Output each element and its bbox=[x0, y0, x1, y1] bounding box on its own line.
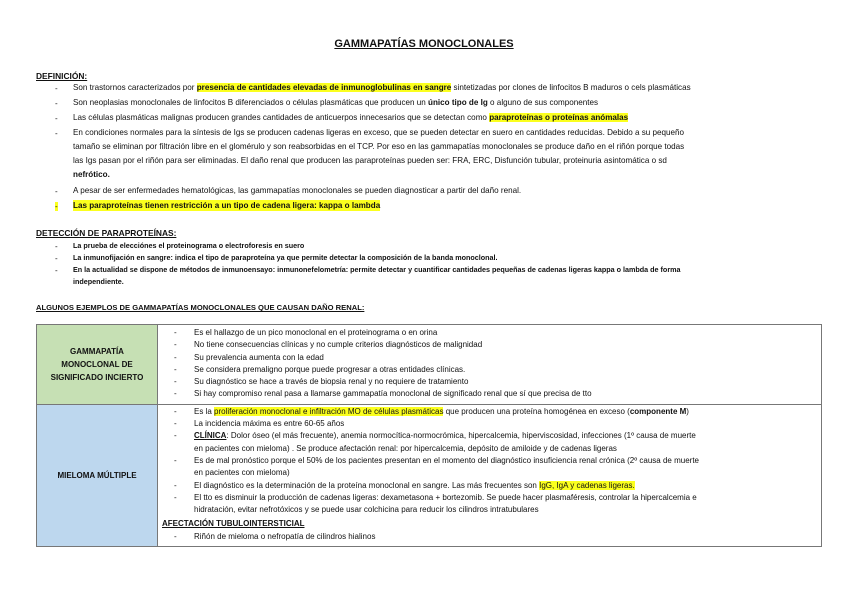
list-item: - Su diagnóstico se hace a través de biopsia renal y no requiere de tratamiento bbox=[174, 377, 469, 387]
list-item: La prueba de elecciónes el proteinograma o electroforesis en suero bbox=[73, 241, 305, 250]
list-item: - La incidencia máxima es entre 60-65 años bbox=[174, 419, 345, 429]
list-item: - Se considera premaligno porque puede progresar a otras entidades clínicas. bbox=[174, 364, 466, 374]
list-item: - Es el hallazgo de un pico monoclonal en el proteinograma o en orina bbox=[174, 328, 438, 337]
list-item: - CLÍNICA: Dolor óseo (el más frecuente), anemia normocítica-normocrómica, hipercalcemia, hiperviscosidad, infecciones (1º causa de muerte bbox=[174, 431, 696, 441]
list-item-continued: hidratación, evitar nefrotóxicos y se puede usar colchicina para reducir los cilindros intratubulares bbox=[194, 505, 539, 515]
list-item: - El tto es disminuir la producción de cadenas ligeras: dexametasona + bortezomib. Se puede hacer plasmaféresis, controlar la hipercalcemia e bbox=[174, 492, 697, 502]
deteccion-heading: DETECCIÓN DE PARAPROTEÍNAS: bbox=[36, 228, 177, 238]
page-title: GAMMAPATÍAS MONOCLONALES bbox=[334, 38, 514, 50]
gammapatias-table bbox=[36, 324, 822, 547]
list-item: - Su prevalencia aumenta con la edad bbox=[174, 352, 324, 362]
mieloma-content-cell bbox=[158, 404, 822, 546]
list-item: - Es la proliferación monoclonal e infiltración MO de células plasmáticas que producen una proteína homogénea en exceso (componente M) bbox=[174, 406, 689, 416]
list-item: - Riñón de mieloma o nefropatía de cilindros hialinos bbox=[174, 531, 376, 541]
list-item: En la actualidad se dispone de métodos de inmunoensayo: inmunonefelometría: permite detectar y cuantificar cantidades pequeñas de cadenas ligeras kappa o lambda de forma bbox=[73, 265, 681, 274]
list-item: - El diagnóstico es la determinación de la proteína monoclonal en sangre. Las más frecuentes son IgG, IgA y cadenas ligeras. bbox=[174, 480, 635, 490]
list-item-continued: independiente. bbox=[73, 277, 124, 286]
list-item-continued: en pacientes con mieloma) . Se produce afectación renal: por hipercalcemia, depósito de amiloide y de cadenas ligeras bbox=[194, 443, 617, 453]
ejemplos-heading: ALGUNOS EJEMPLOS DE GAMMAPATÍAS MONOCLONALES QUE CAUSAN DAÑO RENAL: bbox=[36, 303, 365, 312]
list-item: - Es de mal pronóstico porque el 50% de los pacientes presentan en el momento del diagnóstico insuficiencia renal crónica (2º causa de muerte bbox=[174, 455, 699, 465]
mieloma-label-cell: MIELOMA MÚLTIPLE bbox=[37, 404, 158, 546]
definicion-heading: DEFINICIÓN: bbox=[36, 71, 88, 81]
mgus-label-cell: GAMMAPATÍA MONOCLONAL DE SIGNIFICADO INCIERTO bbox=[37, 325, 158, 405]
list-item: - Si hay compromiso renal pasa a llamarse gammapatía monoclonal de significado renal que sí que precisa de tto bbox=[174, 389, 592, 399]
table-row bbox=[37, 404, 822, 546]
list-item: La inmunofijación en sangre: indica el tipo de paraproteína ya que permite detectar la composición de la banda monoclonal. bbox=[73, 253, 498, 262]
table-row bbox=[37, 325, 822, 405]
mgus-content-cell bbox=[158, 325, 822, 405]
list-item-continued: en pacientes con mieloma) bbox=[194, 468, 290, 478]
subheading: AFECTACIÓN TUBULOINTERSTICIAL bbox=[162, 519, 305, 529]
list-item: - No tiene consecuencias clínicas y no cumple criterios diagnósticos de malignidad bbox=[174, 340, 483, 350]
